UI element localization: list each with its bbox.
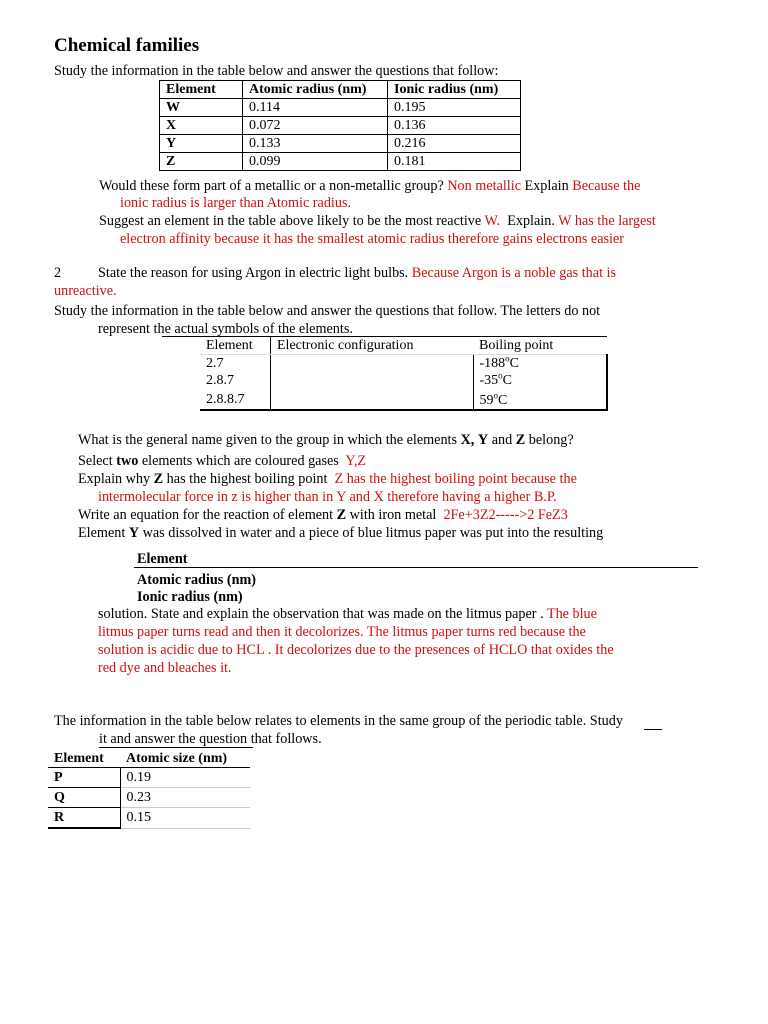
table-cell: Y xyxy=(160,135,243,153)
q3-table xyxy=(200,337,608,411)
q1-table xyxy=(159,80,521,171)
table-header-row xyxy=(200,337,607,355)
table-row xyxy=(160,117,521,135)
unit: C xyxy=(498,393,508,408)
q1b-line xyxy=(99,212,656,230)
q3e-line xyxy=(78,524,603,542)
q3a-and: and xyxy=(491,432,513,448)
table-row xyxy=(160,135,521,153)
table-row xyxy=(200,372,607,389)
table-cell: 0.19 xyxy=(120,768,250,788)
q3e-answer-4: red dye and bleaches it. xyxy=(98,660,232,676)
q1a-reason: Because the xyxy=(572,178,641,194)
table-row xyxy=(160,99,521,117)
q3b-bold: two xyxy=(116,453,139,469)
q3b-question-end: elements which are coloured gases xyxy=(141,453,339,469)
unit: C xyxy=(502,373,513,388)
q3d-question-end: with iron metal xyxy=(349,507,437,523)
boiling-point-value: -188 xyxy=(479,356,506,371)
table-cell: 0.15 xyxy=(120,808,250,829)
q3e-cont-line xyxy=(98,605,597,623)
q3a-y: Y xyxy=(477,432,489,448)
q2-answer-cont: unreactive. xyxy=(54,283,117,299)
q3e-answer: The blue xyxy=(546,606,597,622)
table-row xyxy=(200,355,607,373)
q1b-answer: W. xyxy=(484,213,501,229)
q4-table xyxy=(48,748,250,829)
table-header: Boiling point xyxy=(473,337,607,355)
table-header-row xyxy=(48,748,250,768)
boiling-point-value: -35 xyxy=(479,373,499,388)
q3c-question-end: has the highest boiling point xyxy=(166,471,328,487)
q3d-bold: Z xyxy=(336,507,347,523)
table-cell: 0.23 xyxy=(120,788,250,808)
q2-answer: Because Argon is a noble gas that is xyxy=(411,265,617,281)
q3e-question-end: was dissolved in water and a piece of blue litmus paper was put into the resulting xyxy=(142,525,604,541)
table-cell: 2.7 xyxy=(200,355,271,373)
table-cell: R xyxy=(48,808,120,829)
table-cell: 0.181 xyxy=(388,153,521,171)
q1b-question: Suggest an element in the table above likely to be the most reactive xyxy=(99,213,482,229)
q1a-question: Would these form part of a metallic or a non-metallic group? xyxy=(99,178,444,194)
table-row xyxy=(48,808,250,829)
q3a-end: belong? xyxy=(528,432,574,448)
q3c-answer: Z has the highest boiling point because the xyxy=(334,471,577,487)
q3e-question: Element xyxy=(78,525,126,541)
table-cell: 0.216 xyxy=(388,135,521,153)
q1-intro: Study the information in the table below and answer the questions that follow: xyxy=(54,63,499,79)
q3c-answer-cont: intermolecular force in z is higher than in Y and X therefore having a higher B.P. xyxy=(98,489,557,505)
q1a-answer: Non metallic xyxy=(447,178,521,194)
table-row xyxy=(48,788,250,808)
q3b-answer: Y,Z xyxy=(345,453,367,469)
table-header: Electronic configuration xyxy=(271,337,474,355)
q2-number: 2 xyxy=(54,265,62,281)
q1b-explain: Explain. xyxy=(507,213,555,229)
q3a-z: Z xyxy=(515,432,526,448)
table-cell xyxy=(473,355,607,373)
q3e-answer-2: litmus paper turns read and then it decolorizes. The litmus paper turns red because the xyxy=(98,624,586,640)
q3e-answer-3: solution is acidic due to HCL . It decolorizes due to the presences of HCLO that oxides the xyxy=(98,642,614,658)
unit: C xyxy=(509,356,520,371)
table-cell: W xyxy=(160,99,243,117)
q3-intro: Study the information in the table below and answer the questions that follow. The letters do not xyxy=(54,303,601,319)
q3d-answer: 2Fe+3Z2----->2 FeZ3 xyxy=(443,507,568,523)
q3c-line xyxy=(78,470,577,488)
q3b-question: Select xyxy=(78,453,113,469)
table-cell: P xyxy=(48,768,120,788)
q3c-bold: Z xyxy=(153,471,164,487)
table-cell xyxy=(271,355,474,373)
table-cell: Z xyxy=(160,153,243,171)
degree-mark: o xyxy=(493,390,498,401)
table-cell: 0.136 xyxy=(388,117,521,135)
degree-mark: o xyxy=(498,370,503,381)
table-cell: 2.8.8.7 xyxy=(200,389,271,410)
table-header-row xyxy=(160,81,521,99)
q3-intro-cont: represent the actual symbols of the elements. xyxy=(98,321,353,337)
q3e-bold: Y xyxy=(128,525,140,541)
table-cell: 0.099 xyxy=(243,153,388,171)
q3d-line xyxy=(78,506,568,524)
table-cell: X xyxy=(160,117,243,135)
stray-ionic-label: Ionic radius (nm) xyxy=(137,589,243,605)
table-header: Element xyxy=(160,81,243,99)
boiling-point-value: 59 xyxy=(479,393,494,408)
table-header: Element xyxy=(48,748,120,768)
table-cell xyxy=(271,389,474,410)
q4-intro-cont: it and answer the question that follows. xyxy=(99,731,322,747)
q3a-question: What is the general name given to the group in which the elements xyxy=(78,432,458,448)
table-header: Atomic radius (nm) xyxy=(243,81,388,99)
q3a-line xyxy=(78,431,574,449)
q1a-explain: Explain xyxy=(524,178,569,194)
table-cell: 0.072 xyxy=(243,117,388,135)
table-cell: 2.8.7 xyxy=(200,372,271,389)
q3b-line xyxy=(78,452,366,470)
q1b-reason: W has the largest xyxy=(558,213,656,229)
q3d-question: Write an equation for the reaction of element xyxy=(78,507,334,523)
q4-intro: The information in the table below relates to elements in the same group of the periodic table. Study xyxy=(54,713,623,729)
q3c-question: Explain why xyxy=(78,471,151,487)
table-cell: 0.114 xyxy=(243,99,388,117)
stray-atomic-label: Atomic radius (nm) xyxy=(137,572,257,588)
q3e-cont: solution. State and explain the observation that was made on the litmus paper . xyxy=(98,606,544,622)
page-title: Chemical families xyxy=(54,35,200,56)
q1b-reason-cont: electron affinity because it has the smallest atomic radius therefore gains electrons easier xyxy=(120,231,624,247)
q2-question: State the reason for using Argon in electric light bulbs. xyxy=(98,265,409,281)
stray-rule xyxy=(134,567,698,568)
underline-mark xyxy=(644,729,662,730)
table-cell: Q xyxy=(48,788,120,808)
table-row xyxy=(200,389,607,410)
table-cell xyxy=(473,372,607,389)
table-cell xyxy=(271,372,474,389)
table-row xyxy=(160,153,521,171)
table-header: Atomic size (nm) xyxy=(120,748,250,768)
stray-element-label: Element xyxy=(137,551,188,567)
table-cell xyxy=(473,389,607,410)
table-header: Element xyxy=(200,337,271,355)
table-cell: 0.195 xyxy=(388,99,521,117)
q2-line xyxy=(98,264,616,282)
degree-mark: o xyxy=(505,353,510,364)
q1a-line xyxy=(99,177,640,195)
table-cell: 0.133 xyxy=(243,135,388,153)
q1a-reason-cont: ionic radius is larger than Atomic radius. xyxy=(120,195,352,211)
q3a-x: X, xyxy=(460,432,475,448)
table-row xyxy=(48,768,250,788)
table-header: Ionic radius (nm) xyxy=(388,81,521,99)
